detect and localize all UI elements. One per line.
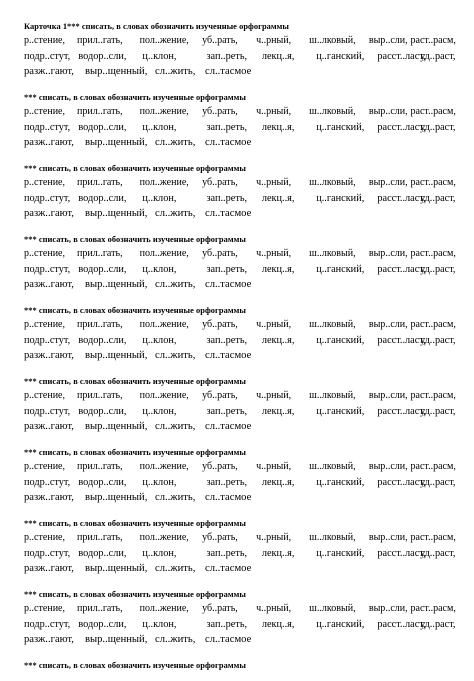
word-with-gap: уд..раст, (420, 405, 456, 417)
word-with-gap: выр..сли, (368, 248, 408, 259)
word-with-gap: ц..ганский, (316, 618, 365, 630)
word-with-gap: сл..жить, (155, 563, 196, 574)
word-with-gap: расст..ласт, (377, 618, 426, 630)
word-with-gap: уб..рать, (202, 390, 238, 401)
word-with-gap: подр..стут, (24, 476, 71, 488)
word-with-gap: выр..щенный, (85, 66, 148, 77)
word-with-gap: пол..жение, (139, 532, 189, 543)
word-with-gap: сл..тасмое (205, 492, 252, 503)
word-with-gap: разж..гают, (24, 492, 74, 503)
word-with-gap: раст..расм, (410, 390, 456, 401)
word-with-gap: зап..реть, (206, 192, 248, 204)
word-with-gap: лекц..я, (261, 405, 295, 417)
word-with-gap: р..стение, (24, 319, 66, 330)
word-with-gap: прил..гать, (77, 319, 123, 330)
word-with-gap: ч..рный, (256, 177, 292, 188)
word-with-gap: пол..жение, (139, 603, 189, 614)
word-with-gap: расст..ласт, (377, 405, 426, 417)
word-with-gap: лекц..я, (261, 618, 295, 630)
word-with-gap: ш..лковый, (309, 106, 356, 117)
word-with-gap: сл..жить, (155, 279, 196, 290)
word-with-gap: разж..гают, (24, 563, 74, 574)
word-with-gap: водор..сли, (78, 334, 127, 346)
word-with-gap: расст..ласт, (377, 50, 426, 62)
task-instruction: *** списать, в словах обозначить изученные орфограммы (24, 306, 246, 315)
word-with-gap: р..стение, (24, 603, 66, 614)
word-with-gap: пол..жение, (139, 177, 189, 188)
word-with-gap: ц..клон, (142, 50, 177, 62)
word-with-gap: зап..реть, (206, 476, 248, 488)
word-with-gap: выр..щенный, (85, 208, 148, 219)
document-page (24, 22, 456, 681)
word-with-gap: выр..сли, (368, 35, 408, 46)
word-with-gap: прил..гать, (77, 532, 123, 543)
word-with-gap: прил..гать, (77, 106, 123, 117)
word-with-gap: разж..гают, (24, 137, 74, 148)
word-with-gap: раст..расм, (410, 177, 456, 188)
word-with-gap: ш..лковый, (309, 461, 356, 472)
word-with-gap: подр..стут, (24, 121, 71, 133)
word-with-gap: уд..раст, (420, 50, 456, 62)
word-row (24, 246, 456, 262)
word-with-gap: р..стение, (24, 35, 66, 46)
word-with-gap: сл..жить, (155, 421, 196, 432)
word-row (24, 475, 456, 491)
word-row (24, 530, 456, 546)
word-row (24, 388, 456, 404)
word-with-gap: разж..гают, (24, 279, 74, 290)
word-with-gap: сл..тасмое (205, 279, 252, 290)
word-with-gap: ш..лковый, (309, 35, 356, 46)
word-with-gap: ц..клон, (142, 476, 177, 488)
word-with-gap: водор..сли, (78, 618, 127, 630)
task-instruction: *** списать, в словах обозначить изученные орфограммы (24, 93, 246, 102)
word-with-gap: ч..рный, (256, 603, 292, 614)
word-with-gap: выр..щенный, (85, 137, 148, 148)
word-with-gap: р..стение, (24, 532, 66, 543)
task-instruction: *** списать, в словах обозначить изученные орфограммы (24, 164, 246, 173)
word-with-gap: ш..лковый, (309, 319, 356, 330)
word-with-gap: ч..рный, (256, 319, 292, 330)
word-with-gap: р..стение, (24, 177, 66, 188)
word-with-gap: выр..щенный, (85, 279, 148, 290)
word-with-gap: р..стение, (24, 248, 66, 259)
word-with-gap: уб..рать, (202, 603, 238, 614)
word-with-gap: ч..рный, (256, 106, 292, 117)
word-with-gap: уб..рать, (202, 248, 238, 259)
word-with-gap: раст..расм, (410, 532, 456, 543)
exercise-card (24, 448, 456, 519)
word-with-gap: сл..жить, (155, 350, 196, 361)
word-with-gap: р..стение, (24, 390, 66, 401)
word-with-gap: ш..лковый, (309, 390, 356, 401)
word-with-gap: пол..жение, (139, 106, 189, 117)
word-with-gap: ц..ганский, (316, 405, 365, 417)
word-row (24, 191, 456, 207)
word-with-gap: пол..жение, (139, 35, 189, 46)
word-with-gap: уд..раст, (420, 476, 456, 488)
word-with-gap: ш..лковый, (309, 177, 356, 188)
word-with-gap: прил..гать, (77, 177, 123, 188)
word-with-gap: прил..гать, (77, 248, 123, 259)
word-with-gap: выр..сли, (368, 390, 408, 401)
word-with-gap: сл..тасмое (205, 137, 252, 148)
word-row (24, 601, 456, 617)
word-with-gap: подр..стут, (24, 547, 71, 559)
word-with-gap: ч..рный, (256, 532, 292, 543)
word-with-gap: ц..клон, (142, 192, 177, 204)
word-row (24, 632, 456, 648)
word-with-gap: зап..реть, (206, 334, 248, 346)
word-with-gap: расст..ласт, (377, 192, 426, 204)
exercise-card (24, 235, 456, 306)
word-row (24, 120, 456, 136)
word-with-gap: выр..щенный, (85, 492, 148, 503)
word-with-gap: ч..рный, (256, 390, 292, 401)
word-with-gap: сл..жить, (155, 66, 196, 77)
word-with-gap: ц..клон, (142, 121, 177, 133)
word-with-gap: прил..гать, (77, 35, 123, 46)
exercise-card (24, 661, 456, 681)
exercise-card (24, 93, 456, 164)
word-with-gap: водор..сли, (78, 192, 127, 204)
word-with-gap: ц..ганский, (316, 476, 365, 488)
word-with-gap: прил..гать, (77, 390, 123, 401)
word-row (24, 206, 456, 222)
word-with-gap: зап..реть, (206, 263, 248, 275)
word-with-gap: зап..реть, (206, 50, 248, 62)
task-instruction: *** списать, в словах обозначить изученные орфограммы (24, 590, 246, 599)
task-instruction: *** списать, в словах обозначить изученные орфограммы (24, 519, 246, 528)
word-row (24, 175, 456, 191)
exercise-card (24, 590, 456, 661)
word-with-gap: ц..клон, (142, 618, 177, 630)
word-row (24, 33, 456, 49)
task-instruction: *** списать, в словах обозначить изученные орфограммы (24, 448, 246, 457)
word-with-gap: ш..лковый, (309, 532, 356, 543)
exercise-card (24, 519, 456, 590)
word-with-gap: раст..расм, (410, 106, 456, 117)
word-with-gap: сл..жить, (155, 137, 196, 148)
word-with-gap: разж..гают, (24, 634, 74, 645)
word-with-gap: лекц..я, (261, 334, 295, 346)
word-with-gap: расст..ласт, (377, 121, 426, 133)
word-with-gap: уб..рать, (202, 106, 238, 117)
word-with-gap: лекц..я, (261, 192, 295, 204)
word-with-gap: выр..сли, (368, 106, 408, 117)
word-row (24, 317, 456, 333)
word-with-gap: уб..рать, (202, 319, 238, 330)
word-with-gap: прил..гать, (77, 461, 123, 472)
word-with-gap: подр..стут, (24, 50, 71, 62)
exercise-card (24, 377, 456, 448)
word-with-gap: ц..клон, (142, 547, 177, 559)
word-with-gap: раст..расм, (410, 248, 456, 259)
word-with-gap: ц..ганский, (316, 334, 365, 346)
word-with-gap: разж..гают, (24, 208, 74, 219)
exercise-card (24, 306, 456, 377)
word-row (24, 64, 456, 80)
word-with-gap: выр..щенный, (85, 350, 148, 361)
word-with-gap: сл..жить, (155, 208, 196, 219)
word-with-gap: уб..рать, (202, 35, 238, 46)
word-with-gap: ш..лковый, (309, 248, 356, 259)
word-with-gap: подр..стут, (24, 405, 71, 417)
word-with-gap: уб..рать, (202, 532, 238, 543)
word-with-gap: уд..раст, (420, 547, 456, 559)
exercise-card (24, 164, 456, 235)
word-with-gap: сл..тасмое (205, 66, 252, 77)
exercise-card (24, 22, 456, 93)
word-with-gap: выр..сли, (368, 177, 408, 188)
word-with-gap: ц..ганский, (316, 192, 365, 204)
word-with-gap: пол..жение, (139, 390, 189, 401)
word-with-gap: ц..ганский, (316, 263, 365, 275)
word-with-gap: сл..тасмое (205, 208, 252, 219)
word-with-gap: расст..ласт, (377, 263, 426, 275)
word-with-gap: раст..расм, (410, 35, 456, 46)
word-with-gap: уд..раст, (420, 121, 456, 133)
word-with-gap: зап..реть, (206, 405, 248, 417)
word-with-gap: ч..рный, (256, 248, 292, 259)
word-with-gap: сл..тасмое (205, 634, 252, 645)
word-with-gap: разж..гают, (24, 350, 74, 361)
task-instruction: *** списать, в словах обозначить изученные орфограммы (24, 661, 246, 670)
word-with-gap: раст..расм, (410, 319, 456, 330)
word-with-gap: водор..сли, (78, 263, 127, 275)
word-row (24, 333, 456, 349)
word-with-gap: сл..тасмое (205, 563, 252, 574)
task-instruction: Карточка 1*** списать, в словах обозначить изученные орфограммы (24, 22, 290, 31)
word-with-gap: уд..раст, (420, 334, 456, 346)
word-with-gap: уд..раст, (420, 192, 456, 204)
task-instruction: *** списать, в словах обозначить изученные орфограммы (24, 377, 246, 386)
word-row (24, 348, 456, 364)
task-instruction: *** списать, в словах обозначить изученные орфограммы (24, 235, 246, 244)
word-with-gap: водор..сли, (78, 405, 127, 417)
word-with-gap: уд..раст, (420, 618, 456, 630)
word-with-gap: уб..рать, (202, 177, 238, 188)
word-with-gap: зап..реть, (206, 547, 248, 559)
word-with-gap: выр..щенный, (85, 421, 148, 432)
word-with-gap: лекц..я, (261, 50, 295, 62)
word-with-gap: ц..ганский, (316, 121, 365, 133)
word-with-gap: лекц..я, (261, 121, 295, 133)
word-with-gap: лекц..я, (261, 263, 295, 275)
word-with-gap: сл..тасмое (205, 421, 252, 432)
word-with-gap: выр..сли, (368, 319, 408, 330)
word-with-gap: ц..клон, (142, 405, 177, 417)
word-with-gap: выр..сли, (368, 461, 408, 472)
word-with-gap: ц..клон, (142, 334, 177, 346)
word-with-gap: расст..ласт, (377, 547, 426, 559)
word-row (24, 546, 456, 562)
word-row (24, 104, 456, 120)
word-with-gap: р..стение, (24, 106, 66, 117)
word-with-gap: сл..тасмое (205, 350, 252, 361)
word-with-gap: уб..рать, (202, 461, 238, 472)
word-with-gap: выр..щенный, (85, 634, 148, 645)
word-with-gap: зап..реть, (206, 121, 248, 133)
word-with-gap: водор..сли, (78, 476, 127, 488)
word-row (24, 490, 456, 506)
word-with-gap: водор..сли, (78, 547, 127, 559)
word-with-gap: водор..сли, (78, 121, 127, 133)
word-with-gap: ч..рный, (256, 461, 292, 472)
word-with-gap: пол..жение, (139, 319, 189, 330)
word-with-gap: ц..ганский, (316, 50, 365, 62)
word-row (24, 277, 456, 293)
word-row (24, 404, 456, 420)
word-row (24, 49, 456, 65)
word-with-gap: разж..гают, (24, 421, 74, 432)
word-with-gap: сл..жить, (155, 492, 196, 503)
word-with-gap: ц..клон, (142, 263, 177, 275)
word-with-gap: подр..стут, (24, 192, 71, 204)
word-with-gap: расст..ласт, (377, 476, 426, 488)
word-row (24, 419, 456, 435)
word-row (24, 617, 456, 633)
word-with-gap: выр..сли, (368, 532, 408, 543)
word-with-gap: выр..сли, (368, 603, 408, 614)
word-row (24, 459, 456, 475)
word-with-gap: водор..сли, (78, 50, 127, 62)
word-row (24, 135, 456, 151)
word-with-gap: зап..реть, (206, 618, 248, 630)
word-with-gap: лекц..я, (261, 476, 295, 488)
word-with-gap: выр..щенный, (85, 563, 148, 574)
word-with-gap: подр..стут, (24, 618, 71, 630)
word-with-gap: пол..жение, (139, 461, 189, 472)
word-with-gap: подр..стут, (24, 334, 71, 346)
word-with-gap: лекц..я, (261, 547, 295, 559)
word-with-gap: ц..ганский, (316, 547, 365, 559)
word-with-gap: раст..расм, (410, 603, 456, 614)
word-with-gap: подр..стут, (24, 263, 71, 275)
word-row (24, 262, 456, 278)
word-with-gap: ч..рный, (256, 35, 292, 46)
word-with-gap: разж..гают, (24, 66, 74, 77)
word-with-gap: уд..раст, (420, 263, 456, 275)
word-with-gap: прил..гать, (77, 603, 123, 614)
word-with-gap: раст..расм, (410, 461, 456, 472)
word-with-gap: ш..лковый, (309, 603, 356, 614)
word-with-gap: пол..жение, (139, 248, 189, 259)
word-with-gap: сл..жить, (155, 634, 196, 645)
word-with-gap: расст..ласт, (377, 334, 426, 346)
word-with-gap: р..стение, (24, 461, 66, 472)
word-row (24, 561, 456, 577)
